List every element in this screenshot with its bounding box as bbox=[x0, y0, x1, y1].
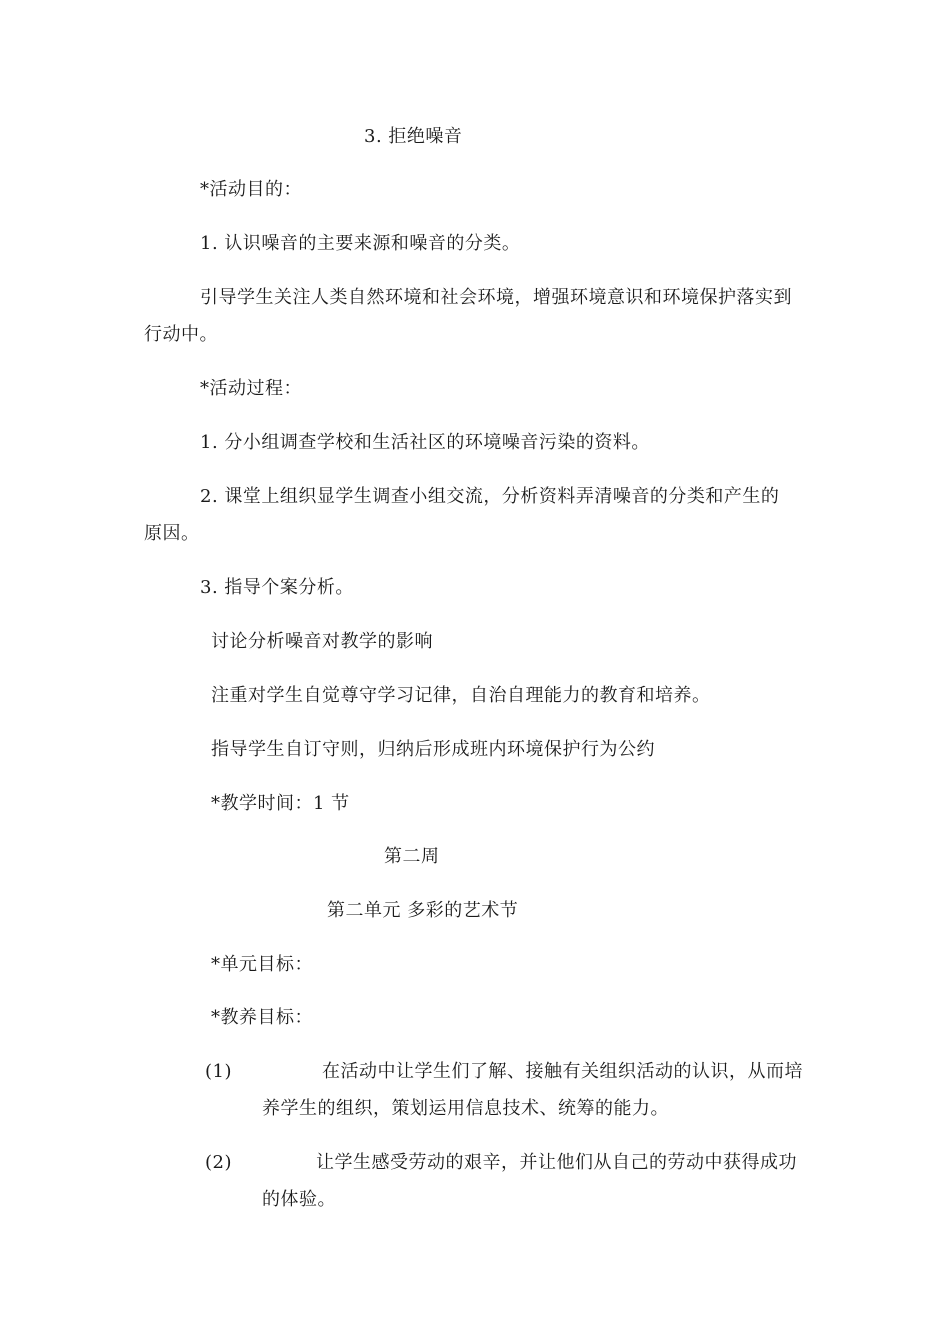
discussion-line: 讨论分析噪音对教学的影响 bbox=[211, 631, 433, 652]
process-item-2-line-1: 2. 课堂上组织显学生调查小组交流，分析资料弄清噪音的分类和产生的 bbox=[200, 486, 780, 507]
goal-1-line-1: 在活动中让学生们了解、接触有关组织活动的认识，从而培 bbox=[322, 1061, 803, 1082]
process-item-3: 3. 指导个案分析。 bbox=[200, 577, 354, 598]
process-item-1: 1. 分小组调查学校和生活社区的环境噪音污染的资料。 bbox=[200, 432, 650, 453]
edu-goal-heading: *教养目标： bbox=[211, 1007, 313, 1028]
process-item-2-line-2: 原因。 bbox=[144, 523, 200, 544]
emphasis-line: 注重对学生自觉尊守学习记律，自治自理能力的教育和培养。 bbox=[211, 685, 711, 706]
purpose-paragraph-line-2: 行动中。 bbox=[144, 324, 218, 345]
unit-title: 第二单元 多彩的艺术节 bbox=[327, 900, 519, 921]
goal-2-line-2: 的体验。 bbox=[262, 1189, 336, 1210]
section-title: 3. 拒绝噪音 bbox=[364, 126, 463, 147]
purpose-item-1: 1. 认识噪音的主要来源和噪音的分类。 bbox=[200, 233, 521, 254]
purpose-paragraph-line-1: 引导学生关注人类自然环境和社会环境，增强环境意识和环境保护落实到 bbox=[200, 287, 792, 308]
process-heading: *活动过程： bbox=[200, 378, 302, 399]
goal-1-line-2: 养学生的组织，策划运用信息技术、统筹的能力。 bbox=[262, 1098, 669, 1119]
goal-1-number: (1) bbox=[205, 1061, 232, 1082]
week-heading: 第二周 bbox=[384, 846, 440, 867]
unit-goal-heading: *单元目标： bbox=[211, 954, 313, 975]
goal-2-line-1: 让学生感受劳动的艰辛，并让他们从自己的劳动中获得成功 bbox=[316, 1152, 797, 1173]
goal-2-number: (2) bbox=[205, 1152, 232, 1173]
purpose-heading: *活动目的： bbox=[200, 179, 302, 200]
guidance-line: 指导学生自订守则，归纳后形成班内环境保护行为公约 bbox=[211, 739, 655, 760]
teaching-time: *教学时间：1 节 bbox=[211, 793, 350, 814]
